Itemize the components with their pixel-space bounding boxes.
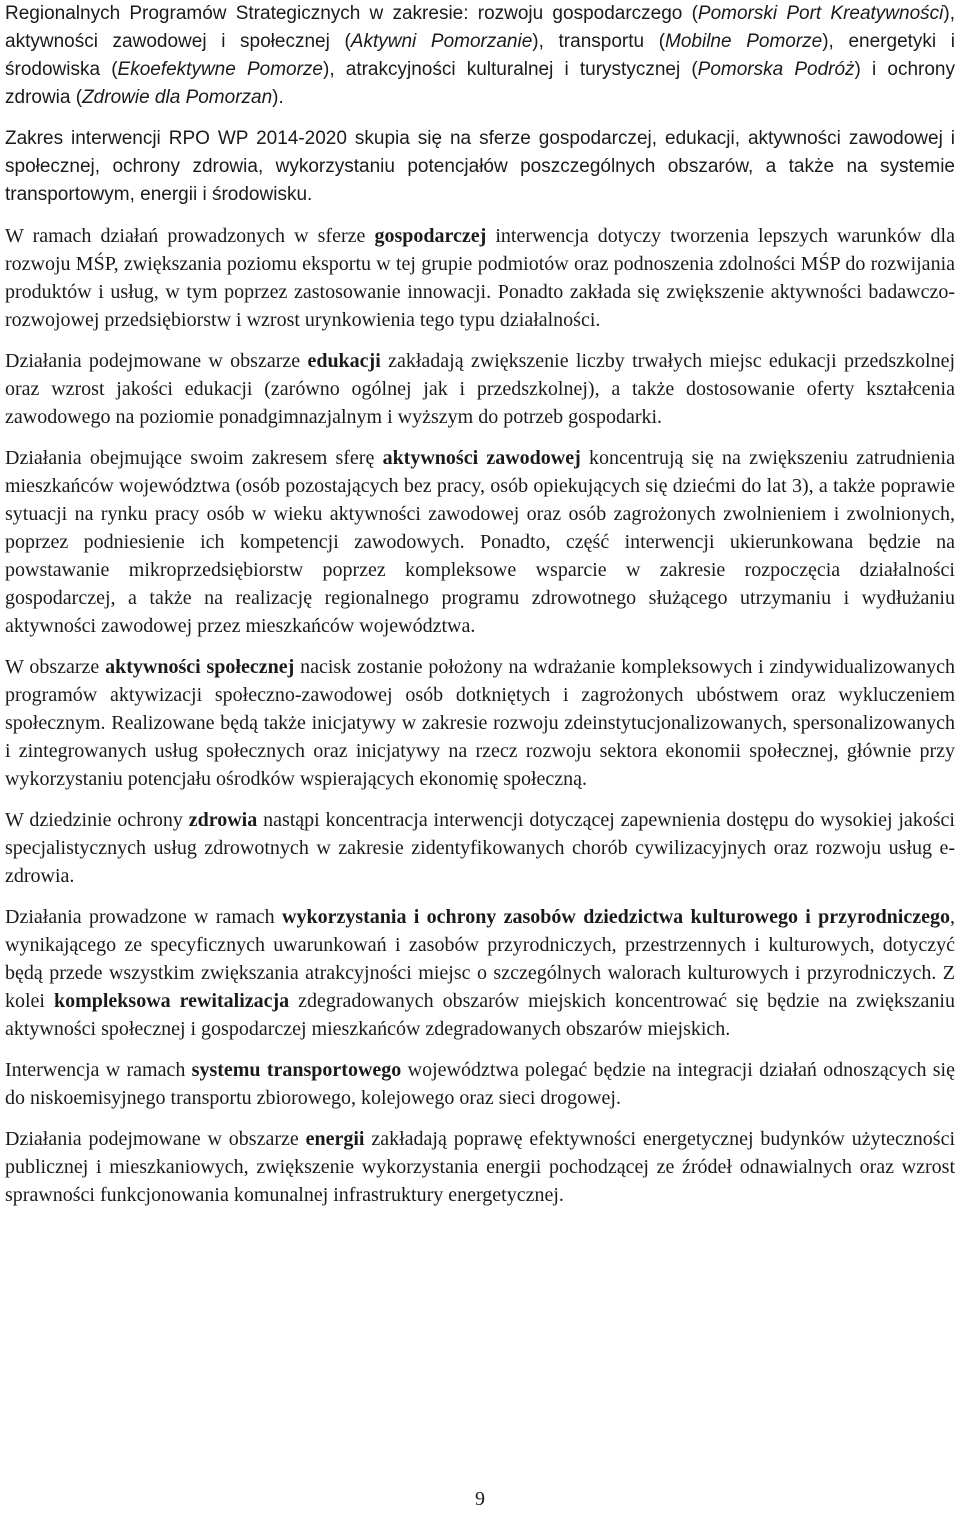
program-name-active-pomeranians: Aktywni Pomorzanie <box>350 31 533 52</box>
health-text: W dziedzinie ochrony <box>5 809 189 831</box>
education-text: Działania podejmowane w obszarze <box>5 350 308 372</box>
program-name-health-for-pomeranians: Zdrowie dla Pomorzan <box>82 87 273 108</box>
program-name-pomeranian-journey: Pomorska Podróż <box>697 59 855 80</box>
energy-paragraph <box>5 1125 955 1209</box>
scope-text: Zakres interwencji RPO WP 2014-2020 skupia się na sferze gospodarczej, edukacji, aktywności zawodowej i społecznej, ochrony zdrowia, wykorzystaniu potencjałów poszczególnych obszarów, a także na systemie transportowym, energii i środowisku. <box>5 128 955 205</box>
program-name-mobile-pomerania: Mobilne Pomorze <box>665 31 823 52</box>
heritage-keyword: wykorzystania i ochrony zasobów dziedzictwa kulturowego i przyrodniczego <box>282 906 950 928</box>
page-number: 9 <box>475 1488 485 1510</box>
education-text: zakładają zwiększenie liczby trwałych miejsc edukacji przedszkolnej oraz wzrost jakości edukacji (zarówno ogólnej jak i przedszkolnej), a także dostosowanie oferty kształcenia zawodowego na poziomie ponadgimnazjalnym i wyższym do potrzeb gospodarki. <box>5 350 956 428</box>
health-text: nastąpi koncentracja interwencji dotyczącej zapewnienia dostępu do wysokiej jakości specjalistycznych usług zdrowotnych w zakresie zidentyfikowanych chorób cywilizacyjnych oraz rozwoju usług e-zdrowia. <box>5 809 955 887</box>
energy-text: zakładają poprawę efektywności energetycznej budynków użyteczności publicznej i mieszkaniowych, zwiększenie wykorzystania energii pochodzącej ze źródeł odnawialnych oraz wzrost sprawności funkcjonowania komunalnej infrastruktury energetycznej. <box>5 1128 956 1206</box>
scope-paragraph <box>5 125 955 209</box>
heritage-text: zdegradowanych obszarów miejskich koncentrować się będzie na zwiększaniu aktywności społecznej i gospodarczej mieszkańców zdegradowanych obszarów miejskich. <box>5 990 955 1040</box>
economic-text: W ramach działań prowadzonych w sferze <box>5 225 375 247</box>
intro-text: ), aktywności zawodowej i społecznej ( <box>5 3 955 52</box>
social-keyword: aktywności społecznej <box>105 656 295 678</box>
economic-paragraph <box>5 222 955 334</box>
transport-keyword: systemu transportowego <box>191 1059 402 1081</box>
intro-text: ), transportu ( <box>532 31 666 52</box>
professional-keyword: aktywności zawodowej <box>382 447 581 469</box>
intro-paragraph <box>5 0 955 112</box>
revitalization-keyword: kompleksowa rewitalizacja <box>53 990 290 1012</box>
heritage-text: Działania prowadzone w ramach <box>5 906 282 928</box>
transport-text: województwa polegać będzie na integracji działań odnoszących się do niskoemisyjnego transportu zbiorowego, kolejowego oraz sieci drogowej. <box>5 1059 955 1109</box>
heritage-text: , wynikającego ze specyficznych uwarunkowań i zasobów przyrodniczych, przestrzennych i kulturowych, dotyczyć będą przede wszystkim zwiększania atrakcyjności miejsc o szczególnych walorach kulturowych i przyrodniczych. Z kolei <box>5 906 955 1012</box>
education-keyword: edukacji <box>307 350 381 372</box>
heritage-paragraph <box>5 903 955 1043</box>
economic-keyword: gospodarczej <box>374 225 487 247</box>
energy-text: Działania podejmowane w obszarze <box>5 1128 306 1150</box>
intro-text: Regionalnych Programów Strategicznych w zakresie: rozwoju gospodarczego ( <box>5 3 698 24</box>
economic-text: interwencja dotyczy tworzenia lepszych warunków dla rozwoju MŚP, zwiększania poziomu eksportu w tej grupie podmiotów oraz podnoszenia zdolności MŚP do rozwijania produktów i usług, w tym poprzez zastosowanie innowacji. Ponadto zakłada się zwiększenie aktywności badawczo-rozwojowej przedsiębiorstw i wzrost urynkowienia tego typu działalności. <box>5 225 955 331</box>
professional-activity-paragraph <box>5 444 955 640</box>
health-keyword: zdrowia <box>188 809 258 831</box>
intro-text: ), atrakcyjności kulturalnej i turystycznej ( <box>323 59 698 80</box>
social-text: nacisk zostanie położony na wdrażanie kompleksowych i zindywidualizowanych programów aktywizacji społeczno-zawodowej osób dotkniętych i zagrożonych ubóstwem oraz wykluczeniem społecznym. Realizowane będą także inicjatywy w zakresie rozwoju zdeinstytucjonalizowanych, spersonalizowanych i zintegrowanych usług społecznych oraz inicjatywy na rzecz rozwoju sektora ekonomii społecznej, głównie przy wykorzystaniu potencjału ośrodków wspierających ekonomię społeczną. <box>5 656 956 790</box>
professional-text: Działania obejmujące swoim zakresem sferę <box>5 447 383 469</box>
program-name-creative-port: Pomorski Port Kreatywności <box>697 3 944 24</box>
intro-text: ). <box>272 87 284 108</box>
education-paragraph <box>5 347 955 431</box>
intro-text: ), energetyki i środowiska ( <box>5 31 955 80</box>
transport-text: Interwencja w ramach <box>5 1059 192 1081</box>
document-page <box>5 0 955 1222</box>
health-paragraph <box>5 806 955 890</box>
intro-text: ) i ochrony zdrowia ( <box>5 59 955 108</box>
transport-paragraph <box>5 1056 955 1112</box>
social-activity-paragraph <box>5 653 955 793</box>
energy-keyword: energii <box>305 1128 365 1150</box>
professional-text: koncentrują się na zwiększeniu zatrudnienia mieszkańców województwa (osób pozostających bez pracy, osób opiekujących się dziećmi do lat 3), a także poprawie sytuacji na rynku pracy osób w wieku aktywności zawodowej oraz osób zagrożonych zwolnieniem i zwolnionych, poprzez podniesienie ich kompetencji zawodowych. Ponadto, część interwencji ukierunkowana będzie na powstawanie mikroprzedsiębiorstw poprzez kompleksowe wsparcie w zakresie rozpoczęcia działalności gospodarczej, a także na realizację regionalnego programu zdrowotnego służącego utrzymaniu i wydłużaniu aktywności zawodowej przez mieszkańców województwa. <box>5 447 955 637</box>
social-text: W obszarze <box>5 656 106 678</box>
program-name-eco-efficient-pomerania: Ekoefektywne Pomorze <box>117 59 323 80</box>
